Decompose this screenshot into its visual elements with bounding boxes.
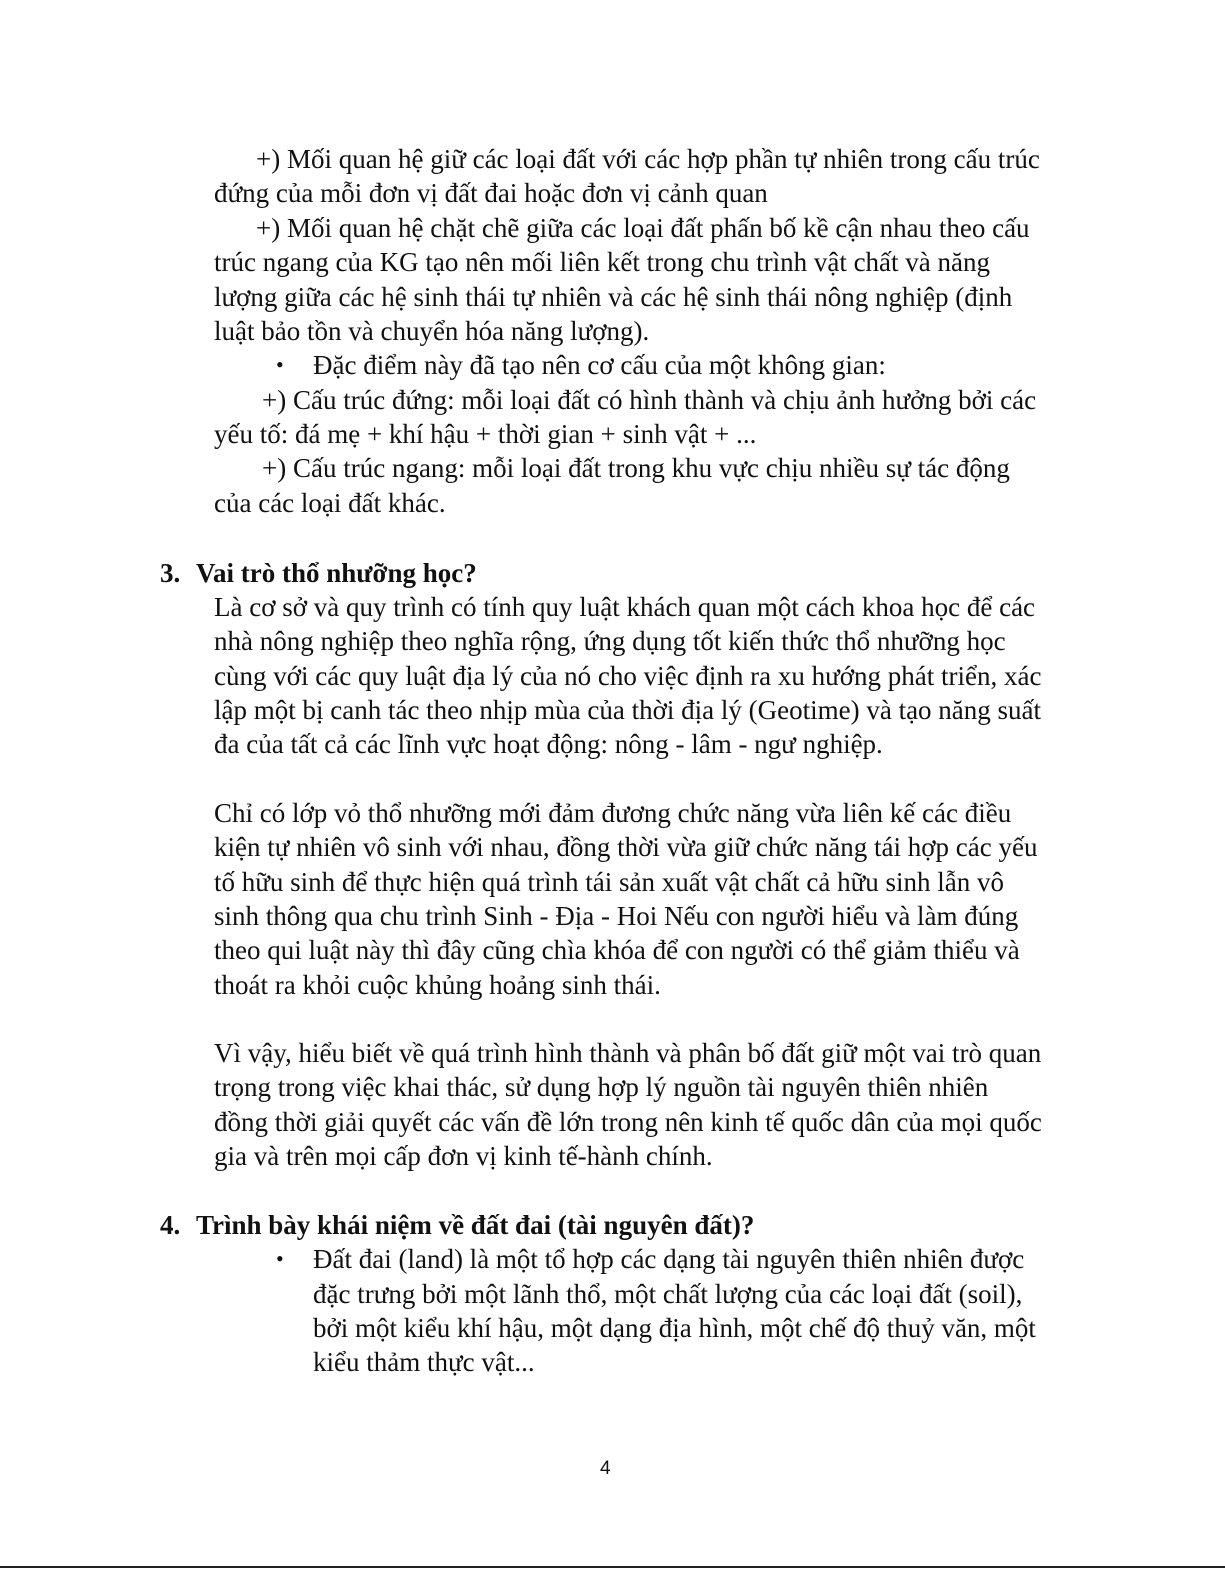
section-4-title: Trình bày khái niệm về đất đai (tài nguyên đất)?	[196, 1210, 755, 1240]
relation-line-5: lượng giữa các hệ sinh thái tự nhiên và các hệ sinh thái nông nghiệp (định	[214, 282, 1013, 312]
s4-bullet-line-4: kiểu thảm thực vật...	[313, 1347, 535, 1377]
s3-para2-line-4: sinh thông qua chu trình Sinh - Địa - Hoi Nếu con người hiểu và làm đúng	[214, 901, 1019, 931]
s3-para1-line-1: Là cơ sở và quy trình có tính quy luật khách quan một cách khoa học để các	[214, 592, 1036, 622]
relation-line-3: +) Mối quan hệ chặt chẽ giữa các loại đất phấn bố kề cận nhau theo cấu	[256, 213, 1030, 243]
relation-line-4: trúc ngang của KG tạo nên mối liên kết trong chu trình vật chất và năng	[214, 247, 991, 277]
section-3-number: 3.	[160, 558, 181, 588]
s4-bullet-line-2: đặc trưng bởi một lãnh thổ, một chất lượng của các loại đất (soil),	[313, 1279, 1023, 1309]
s3-para3-line-1: Vì vậy, hiểu biết về quá trình hình thành và phân bố đất giữ một vai trò quan	[214, 1038, 1042, 1068]
bullet-icon: •	[276, 1246, 284, 1271]
structure-bullet: Đặc điểm này đã tạo nên cơ cấu của một không gian:	[313, 350, 886, 380]
vertical-structure-line-2: yếu tố: đá mẹ + khí hậu + thời gian + sinh vật + ...	[214, 419, 757, 449]
s3-para3-line-4: gia và trên mọi cấp đơn vị kinh tế-hành chính.	[214, 1141, 713, 1171]
s3-para2-line-5: theo qui luật này thì đây cũng chìa khóa để con người có thể giảm thiểu và	[214, 935, 1020, 965]
relation-line-1: +) Mối quan hệ giữ các loại đất với các hợp phần tự nhiên trong cấu trúc	[256, 144, 1040, 174]
s3-para1-line-3: cùng với các quy luật địa lý của nó cho việc định ra xu hướng phát triển, xác	[214, 661, 1042, 691]
vertical-structure-line-1: +) Cấu trúc đứng: mỗi loại đất có hình thành và chịu ảnh hưởng bởi các	[262, 385, 1037, 415]
s3-para3-line-2: trọng trong việc khai thác, sử dụng hợp lý nguồn tài nguyên thiên nhiên	[214, 1072, 989, 1102]
bullet-icon: •	[276, 352, 284, 377]
page-bottom-rule	[0, 1566, 1225, 1568]
horizontal-structure-line-1: +) Cấu trúc ngang: mỗi loại đất trong khu vực chịu nhiều sự tác động	[262, 453, 1010, 483]
s3-para1-line-5: đa của tất cả các lĩnh vực hoạt động: nông - lâm - ngư nghiệp.	[214, 729, 883, 759]
s3-para3-line-3: đồng thời giải quyết các vấn đề lớn trong nên kinh tế quốc dân của mọi quốc	[214, 1107, 1042, 1137]
s3-para2-line-6: thoát ra khỏi cuộc khủng hoảng sinh thái.	[214, 970, 661, 1000]
s4-bullet-line-1: Đất đai (land) là một tổ hợp các dạng tài nguyên thiên nhiên được	[313, 1244, 1025, 1274]
page-number: 4	[600, 1458, 611, 1479]
relation-line-6: luật bảo tồn và chuyển hóa năng lượng).	[214, 316, 650, 346]
relation-line-2: đứng của mỗi đơn vị đất đai hoặc đơn vị cảnh quan	[214, 178, 768, 208]
section-3-title: Vai trò thổ nhưỡng học?	[196, 558, 477, 588]
s4-bullet-line-3: bởi một kiểu khí hậu, một dạng địa hình, một chế độ thuỷ văn, một	[313, 1313, 1036, 1343]
section-4-number: 4.	[160, 1210, 181, 1240]
horizontal-structure-line-2: của các loại đất khác.	[214, 488, 446, 518]
s3-para1-line-2: nhà nông nghiệp theo nghĩa rộng, ứng dụng tốt kiến thức thổ nhưỡng học	[214, 626, 1006, 656]
s3-para2-line-3: tố hữu sinh để thực hiện quá trình tái sản xuất vật chất cả hữu sinh lẫn vô	[214, 867, 1004, 897]
s3-para2-line-1: Chỉ có lớp vỏ thổ nhưỡng mới đảm đương chức năng vừa liên kế các điều	[214, 798, 1012, 828]
s3-para2-line-2: kiện tự nhiên vô sinh với nhau, đồng thời vừa giữ chức năng tái hợp các yếu	[214, 832, 1038, 862]
s3-para1-line-4: lập một bị canh tác theo nhịp mùa của thời địa lý (Geotime) và tạo năng suất	[214, 695, 1042, 725]
